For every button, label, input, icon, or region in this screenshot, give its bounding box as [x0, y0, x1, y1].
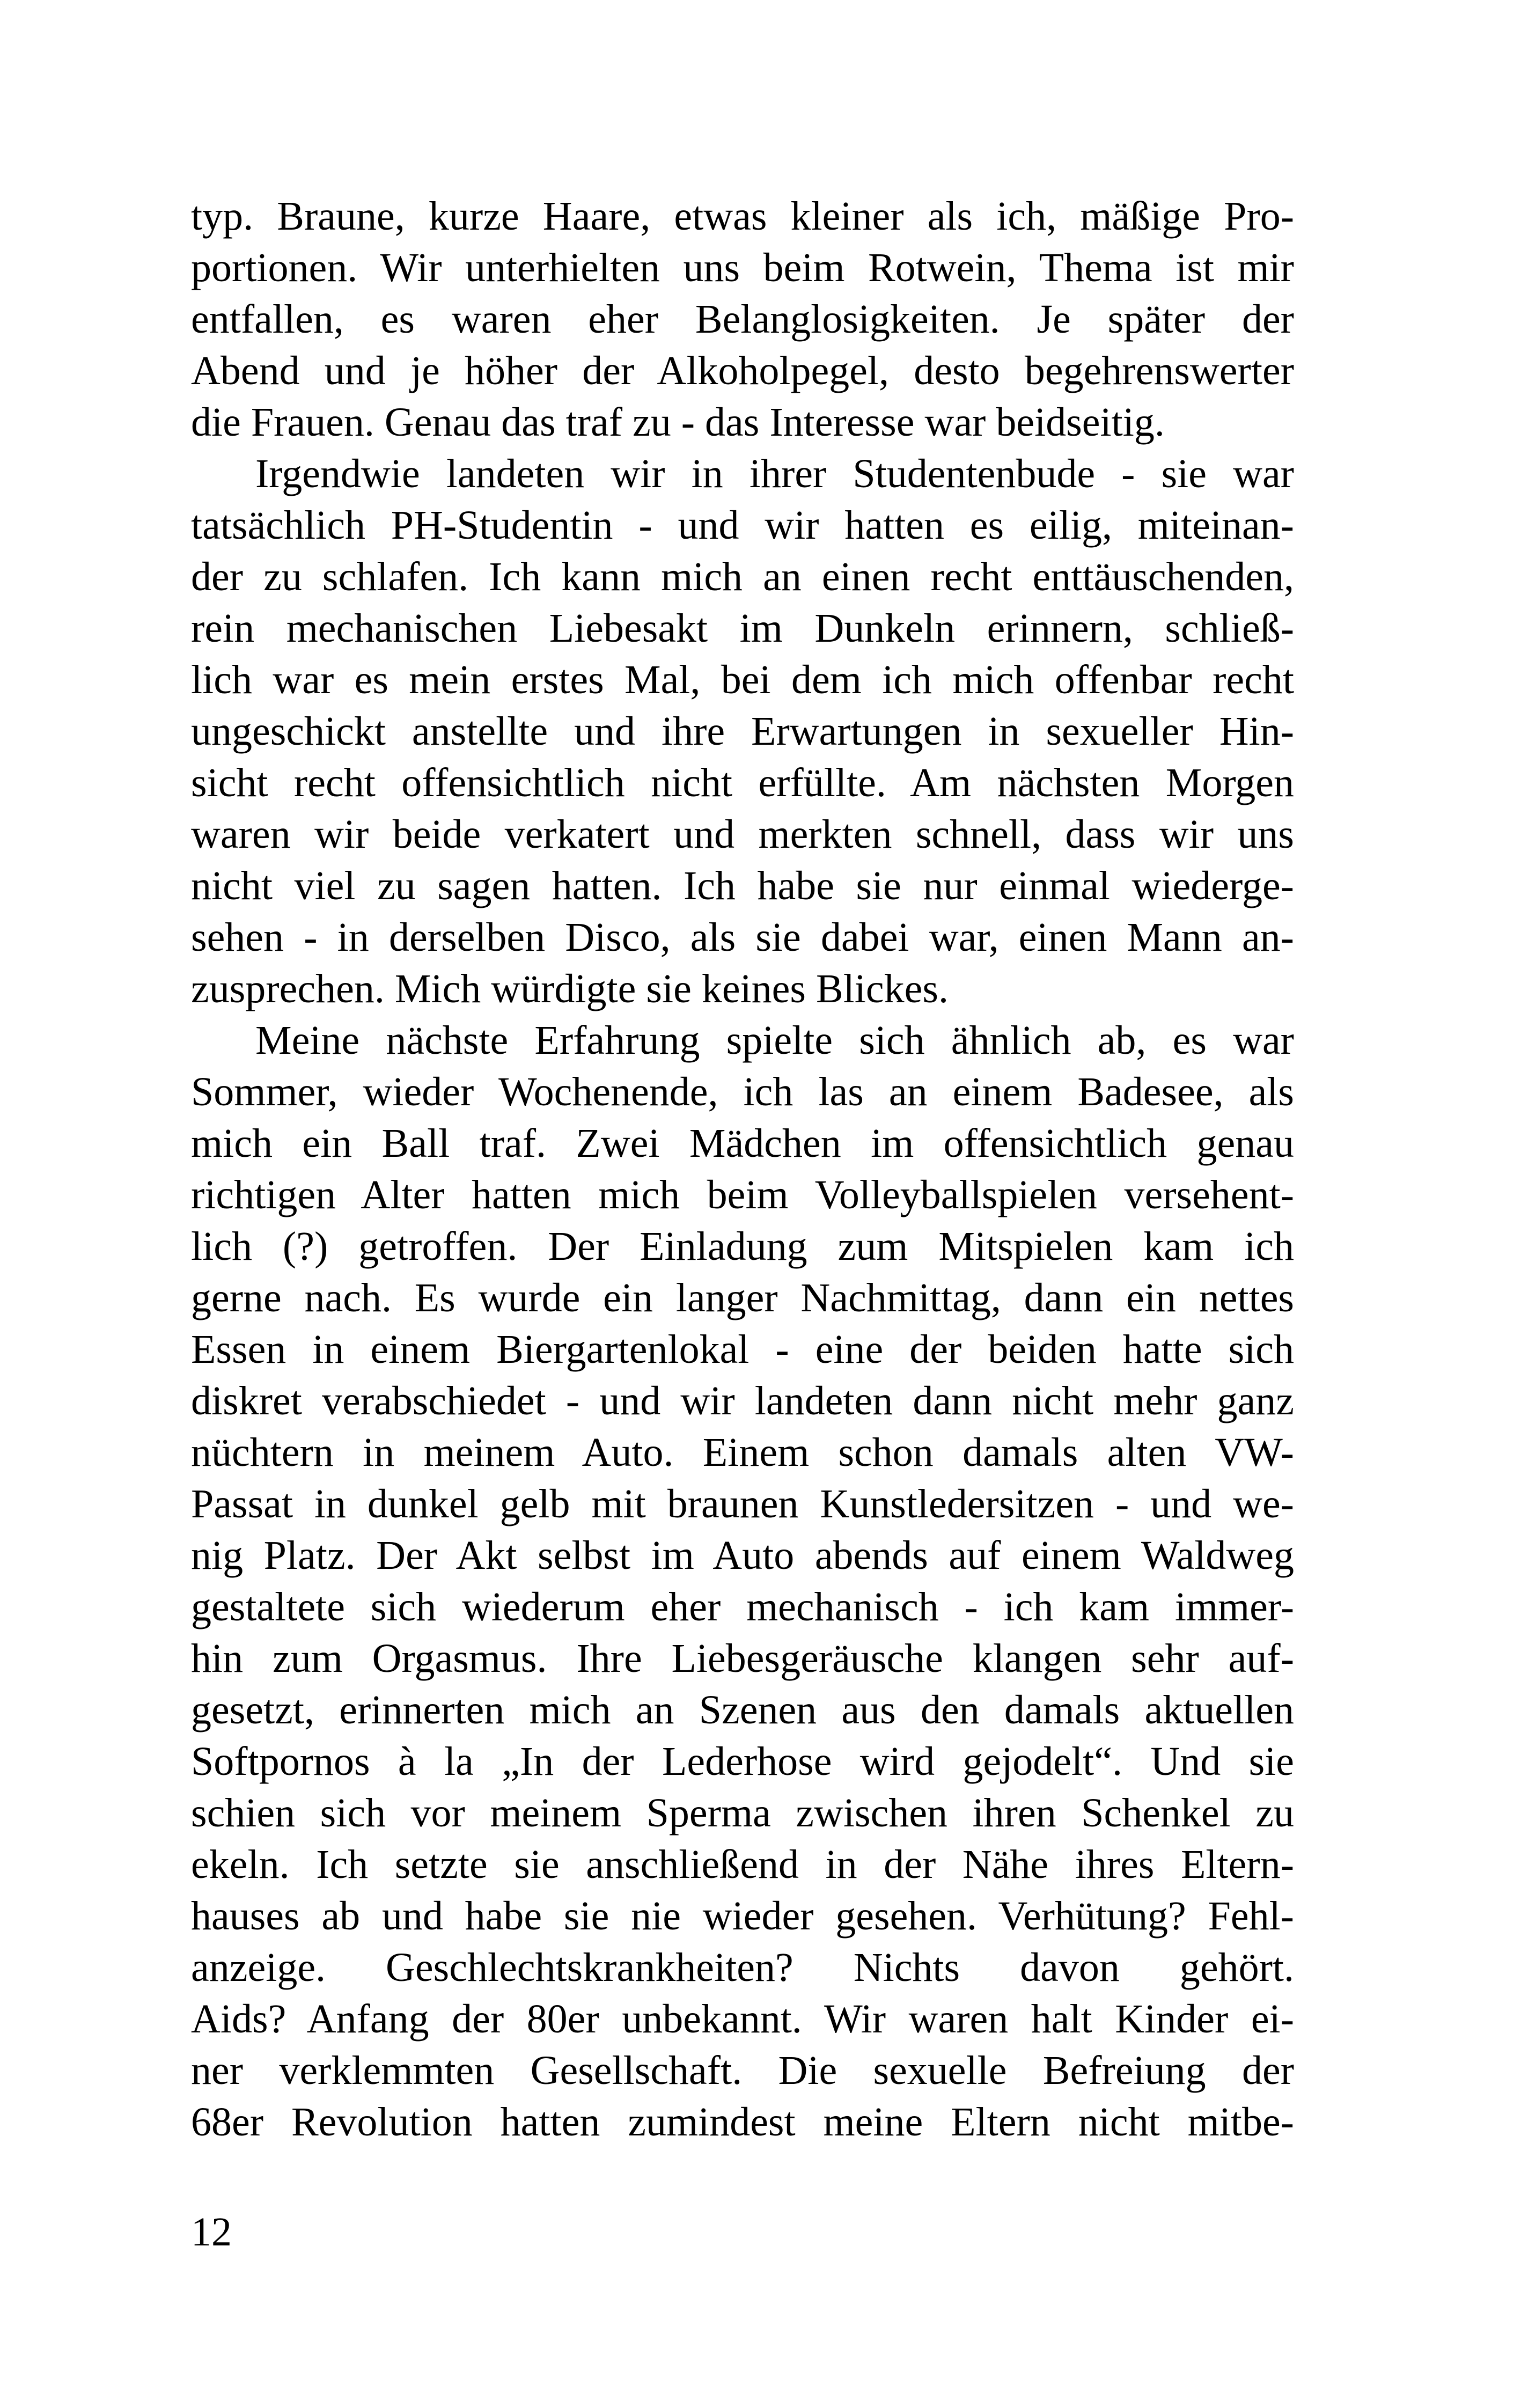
text-line: 68er Revolution hatten zumindest meine Eltern nicht mitbe-	[191, 2099, 1294, 2145]
text-line: nicht viel zu sagen hatten. Ich habe sie nur einmal wiederge-	[191, 863, 1294, 908]
text-line: ner verklemmten Gesellschaft. Die sexuelle Befreiung der	[191, 2048, 1294, 2093]
text-line: Irgendwie landeten wir in ihrer Studentenbude - sie war	[255, 451, 1294, 496]
text-line: der zu schlafen. Ich kann mich an einen recht enttäuschenden,	[191, 554, 1294, 599]
text-line: Abend und je höher der Alkoholpegel, desto begehrenswerter	[191, 348, 1294, 393]
body-text	[191, 190, 1294, 2148]
text-line: sehen - in derselben Disco, als sie dabei war, einen Mann an-	[191, 915, 1294, 960]
text-line: Aids? Anfang der 80er unbekannt. Wir waren halt Kinder ei-	[191, 1996, 1294, 2042]
text-line: Meine nächste Erfahrung spielte sich ähnlich ab, es war	[255, 1018, 1294, 1063]
text-line: richtigen Alter hatten mich beim Volleyballspielen versehent-	[191, 1172, 1294, 1217]
text-line: zusprechen. Mich würdigte sie keines Blickes.	[191, 966, 949, 1011]
text-line: sicht recht offensichtlich nicht erfüllte. Am nächsten Morgen	[191, 760, 1294, 805]
text-line: nüchtern in meinem Auto. Einem schon damals alten VW-	[191, 1430, 1294, 1475]
text-line: rein mechanischen Liebesakt im Dunkeln erinnern, schließ-	[191, 606, 1294, 651]
text-line: gesetzt, erinnerten mich an Szenen aus den damals aktuellen	[191, 1687, 1294, 1732]
text-line: mich ein Ball traf. Zwei Mädchen im offensichtlich genau	[191, 1121, 1294, 1166]
text-line: die Frauen. Genau das traf zu - das Interesse war beidseitig.	[191, 400, 1165, 445]
text-line: Sommer, wieder Wochenende, ich las an einem Badesee, als	[191, 1069, 1294, 1114]
text-line: tatsächlich PH-Studentin - und wir hatten es eilig, miteinan-	[191, 503, 1294, 548]
text-line: schien sich vor meinem Sperma zwischen ihren Schenkel zu	[191, 1790, 1294, 1836]
text-line: gerne nach. Es wurde ein langer Nachmittag, dann ein nettes	[191, 1275, 1294, 1320]
text-line: portionen. Wir unterhielten uns beim Rotwein, Thema ist mir	[191, 245, 1294, 290]
text-line: anzeige. Geschlechtskrankheiten? Nichts davon gehört.	[191, 1945, 1294, 1990]
text-line: hin zum Orgasmus. Ihre Liebesgeräusche klangen sehr auf-	[191, 1636, 1294, 1681]
text-line: ekeln. Ich setzte sie anschließend in der Nähe ihres Eltern-	[191, 1842, 1294, 1887]
page-number: 12	[191, 2209, 232, 2255]
text-line: lich war es mein erstes Mal, bei dem ich mich offenbar recht	[191, 657, 1294, 702]
text-line: entfallen, es waren eher Belanglosigkeiten. Je später der	[191, 297, 1294, 342]
text-line: Softpornos à la „In der Lederhose wird gejodelt“. Und sie	[191, 1739, 1294, 1784]
text-line: ungeschickt anstellte und ihre Erwartungen in sexueller Hin-	[191, 709, 1294, 754]
text-line: diskret verabschiedet - und wir landeten dann nicht mehr ganz	[191, 1378, 1294, 1423]
text-line: gestaltete sich wiederum eher mechanisch - ich kam immer-	[191, 1584, 1294, 1629]
text-line: lich (?) getroffen. Der Einladung zum Mitspielen kam ich	[191, 1224, 1294, 1269]
text-line: waren wir beide verkatert und merkten schnell, dass wir uns	[191, 812, 1294, 857]
text-line: hauses ab und habe sie nie wieder gesehen. Verhütung? Fehl-	[191, 1893, 1294, 1939]
text-line: Passat in dunkel gelb mit braunen Kunstledersitzen - und we-	[191, 1481, 1294, 1526]
text-line: Essen in einem Biergartenlokal - eine der beiden hatte sich	[191, 1327, 1294, 1372]
text-line: nig Platz. Der Akt selbst im Auto abends auf einem Waldweg	[191, 1533, 1294, 1578]
text-line: typ. Braune, kurze Haare, etwas kleiner als ich, mäßige Pro-	[191, 194, 1294, 239]
